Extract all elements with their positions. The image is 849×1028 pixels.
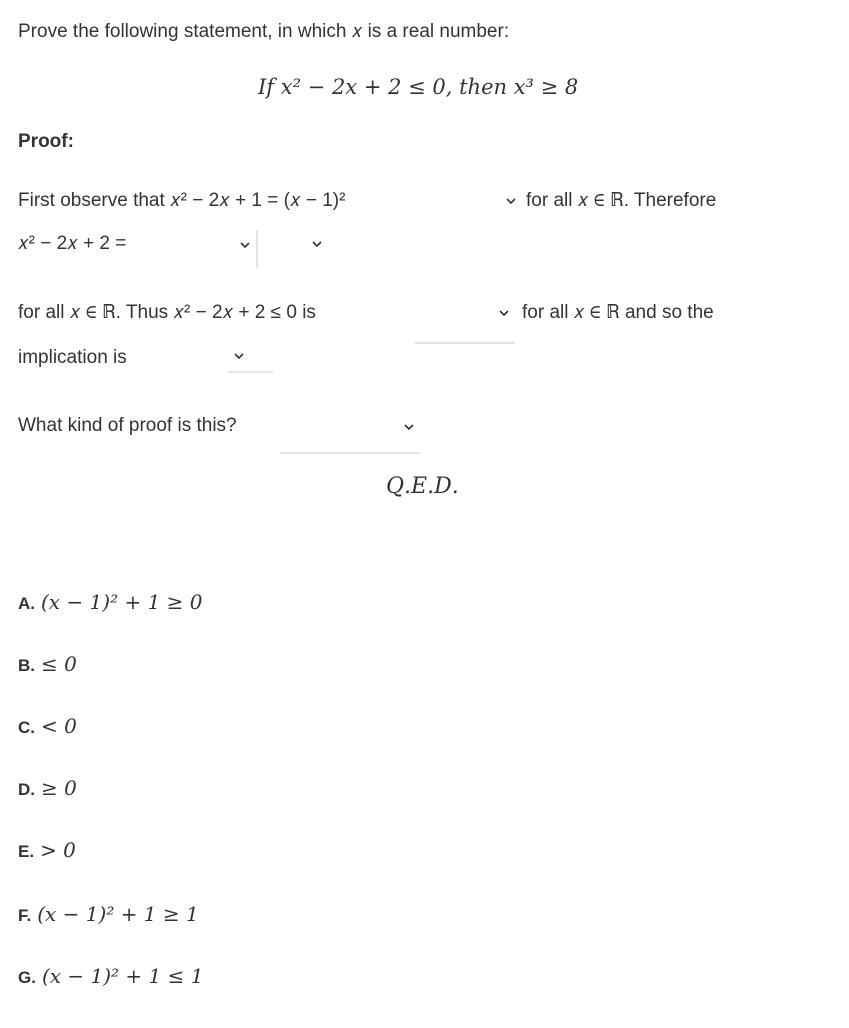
option-letter: F. <box>18 906 32 925</box>
chevron-down-icon <box>497 306 511 320</box>
option-letter: B. <box>18 656 35 675</box>
dropdown-4[interactable] <box>415 300 515 344</box>
option-f <box>18 902 199 926</box>
option-letter: A. <box>18 594 35 613</box>
dropdown-2[interactable] <box>178 230 258 268</box>
problem-intro: Prove the following statement, in which 𝑥 is a real number: <box>18 21 510 42</box>
option-c <box>18 714 77 738</box>
option-text: < 0 <box>41 714 77 738</box>
proof-line-1-after: for all 𝑥 ∈ ℝ. Therefore <box>526 190 717 211</box>
chevron-down-icon <box>402 420 416 434</box>
option-b <box>18 652 77 676</box>
qed: 𝑄.𝐸.𝐷. <box>386 474 459 499</box>
option-text: (𝑥 − 1)² + 1 ≥ 1 <box>37 902 199 926</box>
proof-line-2: 𝑥² − 2𝑥 + 2 = <box>18 233 127 254</box>
proof-type-question: What kind of proof is this? <box>18 415 237 436</box>
option-letter: C. <box>18 718 35 737</box>
dropdown-1[interactable] <box>450 190 522 216</box>
option-e <box>18 838 76 862</box>
chevron-down-icon <box>504 194 518 208</box>
proof-heading: Proof: <box>18 131 74 152</box>
option-a <box>18 590 203 614</box>
option-letter: E. <box>18 842 35 861</box>
chevron-down-icon <box>232 349 246 363</box>
dropdown-5[interactable] <box>228 345 273 373</box>
option-text: > 0 <box>40 838 76 862</box>
problem-statement: If 𝑥² − 2𝑥 + 2 ≤ 0, then 𝑥³ ≥ 8 <box>258 75 579 99</box>
option-text: ≥ 0 <box>41 776 77 800</box>
dropdown-3[interactable] <box>262 233 326 259</box>
proof-line-3: for all 𝑥 ∈ ℝ. Thus 𝑥² − 2𝑥 + 2 ≤ 0 is <box>18 302 316 323</box>
option-letter: G. <box>18 968 36 987</box>
proof-line-3-after: for all 𝑥 ∈ ℝ and so the <box>522 302 714 323</box>
option-text: (𝑥 − 1)² + 1 ≥ 0 <box>41 590 203 614</box>
dropdown-proof-type[interactable] <box>280 412 420 454</box>
option-text: ≤ 0 <box>41 652 77 676</box>
proof-line-1: First observe that 𝑥² − 2𝑥 + 1 = (𝑥 − 1)² <box>18 190 346 211</box>
chevron-down-icon <box>238 238 252 252</box>
option-text: (𝑥 − 1)² + 1 ≤ 1 <box>41 964 204 988</box>
option-g <box>18 964 203 988</box>
chevron-down-icon <box>310 237 324 251</box>
proof-line-4: implication is <box>18 347 127 368</box>
option-d <box>18 776 77 800</box>
option-letter: D. <box>18 780 35 799</box>
